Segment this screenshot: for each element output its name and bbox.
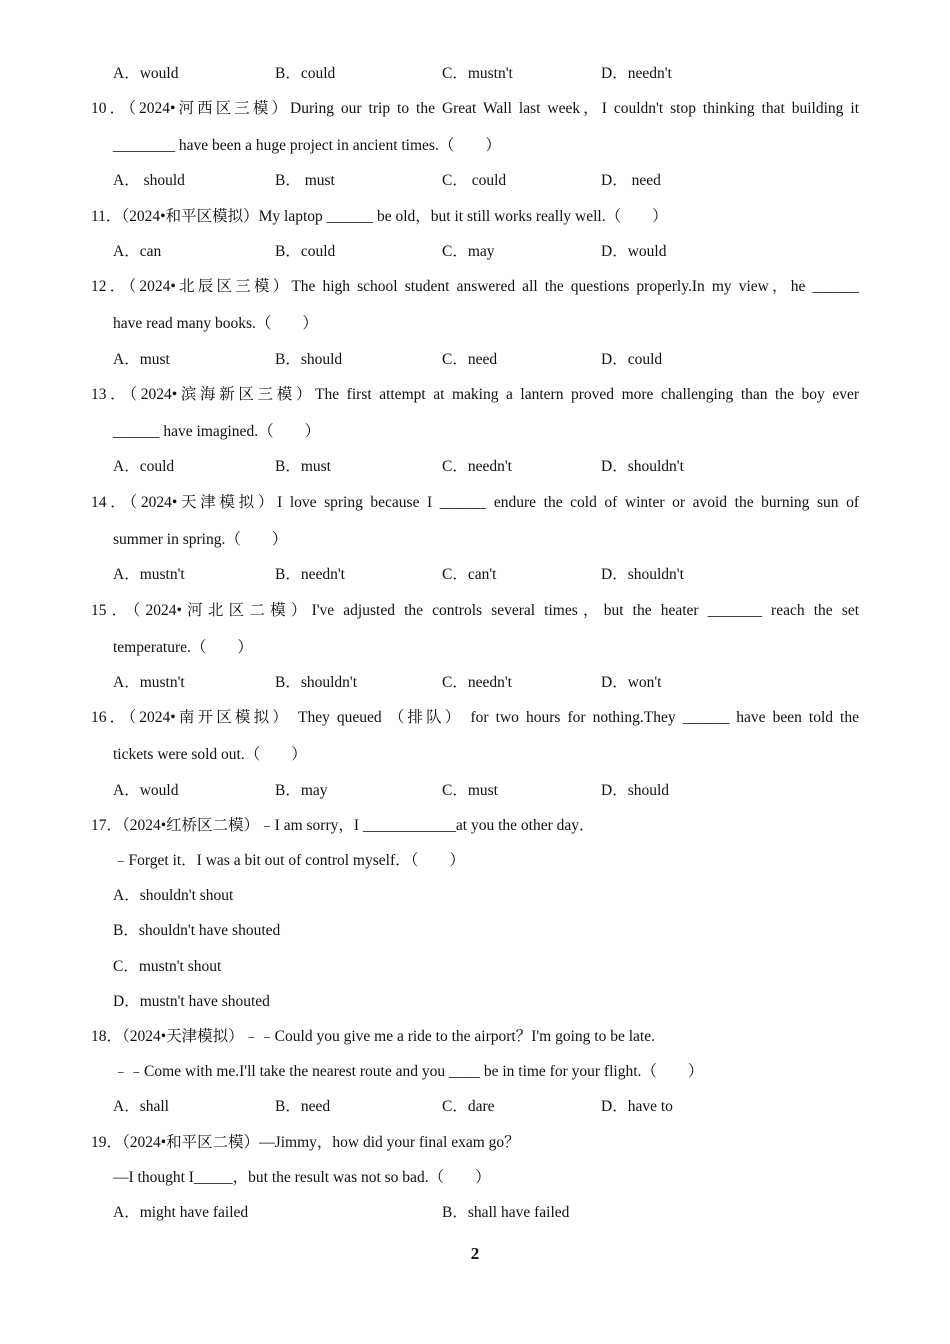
q11-option-b: B．could xyxy=(275,243,336,260)
q16-option-a: A．would xyxy=(113,782,179,799)
q10-stem-line2: ________ have been a huge project in ancient times.（ ） xyxy=(113,137,501,154)
q12-option-b: B．should xyxy=(275,351,343,368)
q11-stem-line1: 11．（2024•和平区模拟）My laptop ______ be old，but it still works really well.（ ） xyxy=(91,208,668,225)
q19-stem-line2: —I thought I_____，but the result was not so bad.（ ） xyxy=(113,1169,491,1186)
q15-stem-line2: temperature.（ ） xyxy=(113,639,253,656)
q10-option-d: D． need xyxy=(601,172,661,189)
q15-option-c: C．needn't xyxy=(442,674,512,691)
q16-stem-line2: tickets were sold out.（ ） xyxy=(113,746,307,763)
q11-option-c: C．may xyxy=(442,243,495,260)
q11-option-d: D．would xyxy=(601,243,667,260)
page-number: 2 xyxy=(470,1244,480,1263)
q18-option-b: B．need xyxy=(275,1098,331,1115)
q14-option-a: A．mustn't xyxy=(113,566,185,583)
q12-option-a: A．must xyxy=(113,351,170,368)
q13-option-a: A．could xyxy=(113,458,175,475)
q17-stem-line2: ﹣Forget it．I was a bit out of control myself．（ ） xyxy=(113,852,465,869)
q12-option-c: C．need xyxy=(442,351,498,368)
q13-stem-line1: 13．（2024•滨海新区三模）The first attempt at making a lantern proved more challenging than the boy ever xyxy=(91,386,859,403)
q10-option-b: B． must xyxy=(275,172,335,189)
q9-option-d: D．needn't xyxy=(601,65,672,82)
q13-stem-line2: ______ have imagined.（ ） xyxy=(113,423,321,440)
q14-stem-line2: summer in spring.（ ） xyxy=(113,531,288,548)
q19-stem-line1: 19．（2024•和平区二模）—Jimmy，how did your final exam go？ xyxy=(91,1134,520,1151)
q10-stem-line1: 10．（2024•河西区三模）During our trip to the Great Wall last week，I couldn't stop thinking that building it xyxy=(91,100,859,117)
q10-option-c: C． could xyxy=(442,172,507,189)
q18-option-c: C．dare xyxy=(442,1098,495,1115)
q17-stem-line1: 17．（2024•红桥区二模）﹣I am sorry，I ____________at you the other day． xyxy=(91,817,595,834)
q18-option-d: D．have to xyxy=(601,1098,673,1115)
q15-stem-line1: 15．（2024•河北区二模）I've adjusted the controls several times，but the heater _______ reach the set xyxy=(91,602,859,619)
q12-option-d: D．could xyxy=(601,351,663,368)
q9-option-b: B．could xyxy=(275,65,336,82)
q13-option-b: B．must xyxy=(275,458,331,475)
q19-option-a: A．might have failed xyxy=(113,1204,249,1221)
q15-option-b: B．shouldn't xyxy=(275,674,358,691)
q12-stem-line1: 12．（2024•北辰区三模）The high school student answered all the questions properly.In my view，he ______ xyxy=(91,278,859,295)
q11-option-a: A．can xyxy=(113,243,162,260)
q17-option-a: A．shouldn't shout xyxy=(113,887,234,904)
q10-option-a: A． should xyxy=(113,172,185,189)
q9-option-a: A．would xyxy=(113,65,179,82)
q14-stem-line1: 14．（2024•天津模拟）I love spring because I ______ endure the cold of winter or avoid the burning sun of xyxy=(91,494,859,511)
q13-option-d: D．shouldn't xyxy=(601,458,684,475)
q15-option-d: D．won't xyxy=(601,674,662,691)
q14-option-b: B．needn't xyxy=(275,566,345,583)
q9-option-c: C．mustn't xyxy=(442,65,513,82)
q15-option-a: A．mustn't xyxy=(113,674,185,691)
q16-option-d: D．should xyxy=(601,782,670,799)
q16-stem-line1: 16．（2024•南开区模拟） They queued （排队） for two hours for nothing.They ______ have been told the xyxy=(91,709,859,726)
q18-stem-line2: ﹣﹣Come with me.I'll take the nearest route and you ____ be in time for your flight.（ ） xyxy=(113,1063,704,1080)
q14-option-c: C．can't xyxy=(442,566,497,583)
q16-option-b: B．may xyxy=(275,782,328,799)
q16-option-c: C．must xyxy=(442,782,498,799)
q14-option-d: D．shouldn't xyxy=(601,566,684,583)
q17-option-d: D．mustn't have shouted xyxy=(113,993,270,1010)
q12-stem-line2: have read many books.（ ） xyxy=(113,315,318,332)
q19-option-b: B．shall have failed xyxy=(442,1204,570,1221)
q13-option-c: C．needn't xyxy=(442,458,512,475)
q17-option-c: C．mustn't shout xyxy=(113,958,222,975)
q18-stem-line1: 18．（2024•天津模拟）﹣﹣Could you give me a ride to the airport？I'm going to be late. xyxy=(91,1028,655,1045)
q18-option-a: A．shall xyxy=(113,1098,169,1115)
q17-option-b: B．shouldn't have shouted xyxy=(113,922,281,939)
